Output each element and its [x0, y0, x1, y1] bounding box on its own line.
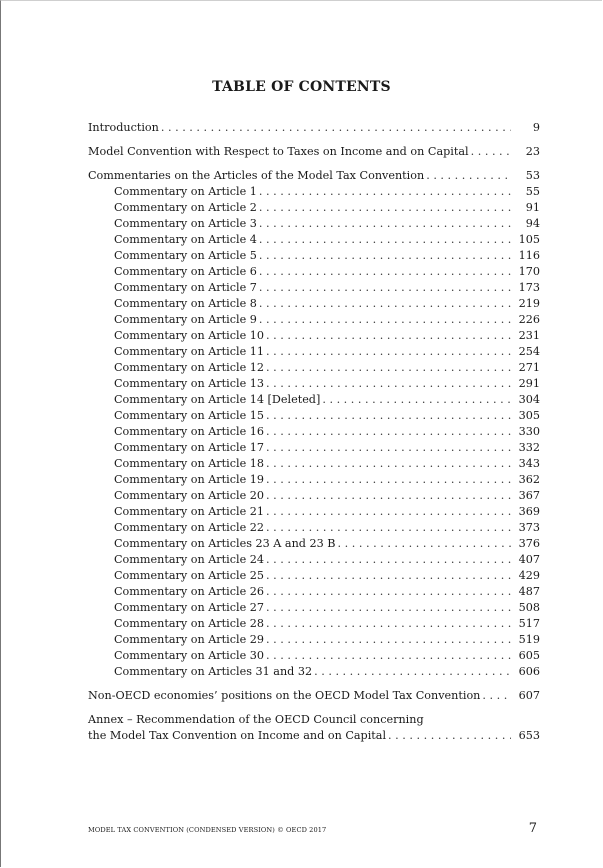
toc-entry-article[interactable]	[88, 472, 540, 488]
dot-leader	[266, 376, 511, 392]
toc-entry-model-convention[interactable]	[88, 144, 540, 160]
toc-entry-article[interactable]	[88, 360, 540, 376]
toc-entry-article[interactable]	[88, 248, 540, 264]
toc-entry-page: 231	[518, 329, 540, 342]
toc-entry-page: 173	[518, 281, 540, 294]
toc-entry-label: Commentary on Article 28	[114, 617, 264, 630]
dot-leader	[161, 120, 511, 136]
toc-entry-page: 305	[518, 409, 540, 422]
dot-leader	[259, 248, 511, 264]
toc-entry-label: Commentary on Article 2	[114, 201, 257, 214]
dot-leader	[338, 536, 511, 552]
toc-entry-article[interactable]	[88, 440, 540, 456]
toc-entry-page: 91	[525, 201, 540, 214]
toc-entry-label: Commentary on Articles 23 A and 23 B	[114, 537, 336, 550]
toc-entry-label: Commentary on Article 21	[114, 505, 264, 518]
toc-entry-page: 254	[518, 345, 540, 358]
toc-entry-label: Commentary on Article 12	[114, 361, 264, 374]
dot-leader	[388, 728, 511, 744]
dot-leader	[266, 472, 511, 488]
toc-entry-article[interactable]	[88, 552, 540, 568]
dot-leader	[266, 360, 511, 376]
dot-leader	[266, 552, 511, 568]
toc-entry-page: 55	[525, 185, 540, 198]
table-of-contents	[88, 120, 540, 744]
toc-entry-article[interactable]	[88, 200, 540, 216]
toc-entry-label-line1: Annex – Recommendation of the OECD Council concerning	[88, 713, 424, 726]
toc-entry-article[interactable]	[88, 312, 540, 328]
toc-entry-article[interactable]	[88, 424, 540, 440]
toc-entry-introduction[interactable]	[88, 120, 540, 136]
toc-entry-label: Model Convention with Respect to Taxes on Income and on Capital	[88, 145, 469, 158]
toc-entry-page: 429	[518, 569, 540, 582]
toc-entry-article[interactable]	[88, 488, 540, 504]
toc-entry-label: Commentary on Article 15	[114, 409, 264, 422]
dot-leader	[259, 280, 511, 296]
dot-leader	[266, 632, 511, 648]
toc-entry-label: Commentary on Article 16	[114, 425, 264, 438]
page-number: 7	[528, 821, 537, 836]
dot-leader	[259, 184, 511, 200]
commentary-articles-list	[88, 184, 540, 680]
toc-entry-label: Introduction	[88, 121, 159, 134]
dot-leader	[259, 232, 511, 248]
toc-entry-page: 332	[518, 441, 540, 454]
toc-entry-page: 367	[518, 489, 540, 502]
toc-entry-page: 369	[518, 505, 540, 518]
toc-entry-article[interactable]	[88, 616, 540, 632]
toc-entry-article[interactable]	[88, 184, 540, 200]
toc-entry-label: Commentary on Article 3	[114, 217, 257, 230]
toc-entry-label: Commentary on Article 24	[114, 553, 264, 566]
dot-leader	[471, 144, 511, 160]
toc-entry-page: 376	[518, 537, 540, 550]
dot-leader	[266, 408, 511, 424]
toc-entry-article[interactable]	[88, 520, 540, 536]
toc-entry-label: Commentary on Article 20	[114, 489, 264, 502]
toc-entry-page: 23	[525, 145, 540, 158]
toc-entry-label: Commentary on Article 4	[114, 233, 257, 246]
toc-entry-article[interactable]	[88, 328, 540, 344]
toc-entry-annex[interactable]	[88, 712, 540, 744]
toc-entry-label: Commentary on Article 17	[114, 441, 264, 454]
dot-leader	[266, 424, 511, 440]
toc-entry-label: Commentary on Article 11	[114, 345, 264, 358]
toc-entry-label: Commentary on Article 25	[114, 569, 264, 582]
toc-entry-article[interactable]	[88, 584, 540, 600]
toc-entry-article[interactable]	[88, 568, 540, 584]
dot-leader	[259, 264, 511, 280]
toc-entry-page: 607	[518, 689, 540, 702]
toc-entry-label-line2: the Model Tax Convention on Income and on Capital	[88, 729, 387, 742]
dot-leader	[259, 312, 511, 328]
toc-entry-page: 291	[518, 377, 540, 390]
toc-entry-article[interactable]	[88, 344, 540, 360]
dot-leader	[314, 664, 511, 680]
dot-leader	[426, 168, 511, 184]
toc-entry-label: Commentary on Article 7	[114, 281, 257, 294]
toc-entry-label: Commentary on Article 6	[114, 265, 257, 278]
dot-leader	[266, 328, 511, 344]
toc-entry-article[interactable]	[88, 408, 540, 424]
toc-entry-label: Commentary on Articles 31 and 32	[114, 665, 313, 678]
dot-leader	[266, 520, 511, 536]
toc-entry-page: 653	[518, 729, 540, 742]
toc-entry-label: Commentary on Article 10	[114, 329, 264, 342]
toc-entry-article[interactable]	[88, 264, 540, 280]
toc-entry-article[interactable]	[88, 536, 540, 552]
dot-leader	[266, 584, 511, 600]
toc-entry-page: 508	[518, 601, 540, 614]
toc-entry-page: 9	[532, 121, 540, 134]
toc-entry-article[interactable]	[88, 376, 540, 392]
toc-entry-page: 271	[518, 361, 540, 374]
toc-entry-label: Commentary on Article 5	[114, 249, 257, 262]
toc-entry-page: 407	[518, 553, 540, 566]
toc-entry-page: 362	[518, 473, 540, 486]
dot-leader	[266, 616, 511, 632]
toc-entry-label: Commentary on Article 26	[114, 585, 264, 598]
toc-entry-label: Commentary on Article 19	[114, 473, 264, 486]
dot-leader	[259, 200, 511, 216]
toc-entry-label: Commentary on Article 1	[114, 185, 257, 198]
dot-leader	[266, 440, 511, 456]
toc-entry-article[interactable]	[88, 632, 540, 648]
toc-entry-article[interactable]	[88, 216, 540, 232]
toc-entry-page: 219	[518, 297, 540, 310]
dot-leader	[266, 344, 511, 360]
toc-entry-article[interactable]	[88, 232, 540, 248]
toc-entry-page: 330	[518, 425, 540, 438]
toc-entry-page: 226	[518, 313, 540, 326]
toc-entry-page: 53	[525, 169, 540, 182]
toc-entry-label: Commentaries on the Articles of the Model Tax Convention	[88, 169, 425, 182]
toc-entry-label: Commentary on Article 18	[114, 457, 264, 470]
toc-entry-label: Commentary on Article 13	[114, 377, 264, 390]
toc-entry-label: Non-OECD economies’ positions on the OECD Model Tax Convention	[88, 689, 481, 702]
toc-entry-page: 373	[518, 521, 540, 534]
toc-entry-commentaries[interactable]	[88, 168, 540, 184]
page-title: TABLE OF CONTENTS	[212, 79, 391, 95]
toc-entry-page: 605	[518, 649, 540, 662]
toc-entry-non-oecd-positions[interactable]	[88, 688, 540, 704]
toc-entry-label: Commentary on Article 22	[114, 521, 264, 534]
toc-entry-label: Commentary on Article 29	[114, 633, 264, 646]
toc-entry-page: 487	[518, 585, 540, 598]
toc-entry-article[interactable]	[88, 280, 540, 296]
footer-text: MODEL TAX CONVENTION (CONDENSED VERSION) © OECD 2017	[88, 826, 327, 834]
dot-leader	[266, 600, 511, 616]
dot-leader	[266, 488, 511, 504]
dot-leader	[266, 648, 511, 664]
toc-entry-page: 343	[518, 457, 540, 470]
dot-leader	[266, 504, 511, 520]
toc-entry-page: 606	[518, 665, 540, 678]
toc-entry-article[interactable]	[88, 456, 540, 472]
toc-entry-page: 170	[518, 265, 540, 278]
toc-entry-article[interactable]	[88, 392, 540, 408]
toc-entry-label: Commentary on Article 8	[114, 297, 257, 310]
dot-leader	[259, 216, 511, 232]
toc-entry-page: 116	[518, 249, 540, 262]
dot-leader	[266, 456, 511, 472]
toc-entry-label: Commentary on Article 9	[114, 313, 257, 326]
toc-entry-label: Commentary on Article 30	[114, 649, 264, 662]
toc-entry-page: 519	[518, 633, 540, 646]
toc-entry-article[interactable]	[88, 664, 540, 680]
toc-entry-article[interactable]	[88, 296, 540, 312]
dot-leader	[322, 392, 511, 408]
toc-entry-article[interactable]	[88, 600, 540, 616]
toc-entry-page: 304	[518, 393, 540, 406]
toc-entry-page: 105	[518, 233, 540, 246]
toc-entry-page: 517	[518, 617, 540, 630]
toc-entry-page: 94	[525, 217, 540, 230]
toc-entry-label: Commentary on Article 14 [Deleted]	[114, 393, 321, 406]
dot-leader	[266, 568, 511, 584]
toc-entry-article[interactable]	[88, 504, 540, 520]
toc-entry-label: Commentary on Article 27	[114, 601, 264, 614]
toc-entry-article[interactable]	[88, 648, 540, 664]
dot-leader	[482, 688, 511, 704]
dot-leader	[259, 296, 511, 312]
